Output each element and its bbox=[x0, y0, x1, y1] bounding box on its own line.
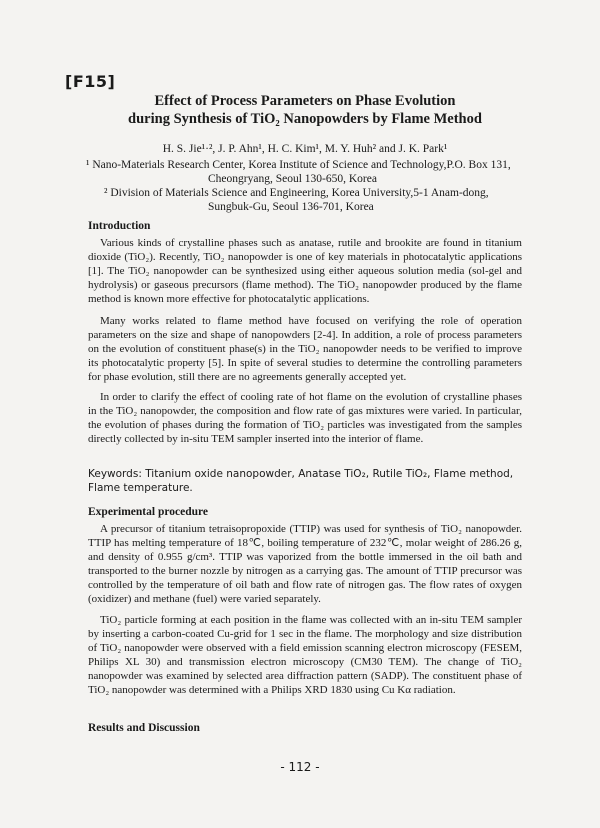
experimental-paragraph-2: TiO₂ particle forming at each position in the flame was collected with an in-situ TEM sampler by inserting a carbon-coated Cu-grid for 1 sec in the flame. The morphology and size distribution of TiO₂ nanopowder were observed with a field emission scanning electron microscopy (FESEM, Philips XL 30) and transmission electron microscopy (CM30 TEM). The change of TiO₂ nanopowder was examined by selected area diffraction pattern (SADP). The constituent phase of TiO₂ nanopowder was determined with a Philips XRD 1830 using Cu Kα radiation. bbox=[88, 614, 522, 696]
affiliation-2-line-1: ² Division of Materials Science and Engineering, Korea University,5-1 Anam-dong, bbox=[104, 187, 489, 199]
page-number: - 112 - bbox=[280, 760, 320, 774]
paper-title bbox=[80, 92, 530, 128]
introduction-paragraph-2: Many works related to flame method have focused on verifying the role of operation parameters on the size and shape of nanopowders [2-4]. In addition, a role of process parameters on the evolution of constituent phase(s) in the TiO₂ nanopowder needs to be verified to improve its photocatalytic property [5]. In spite of several studies to determine the controlling parameters for phase evolution, still there are no agreements generally accepted yet. bbox=[88, 315, 522, 383]
title-line-1: Effect of Process Parameters on Phase Evolution bbox=[154, 93, 456, 109]
introduction-paragraph-1: Various kinds of crystalline phases such as anatase, rutile and brookite are found in titanium dioxide (TiO₂). Recently, TiO₂ nanopowder is one of key materials in photocatalytic applications [1]. The TiO₂ nanopowder can be synthesized using either aqueous solution media (sol-gel and hydrolysis) or gaseous precursors (flame method). The TiO₂ nanopowder produced by the flame method is known more effective for photocatalytic applications. bbox=[88, 237, 522, 305]
affiliation-1-line-2: Cheongryang, Seoul 130-650, Korea bbox=[208, 173, 377, 185]
affiliation-2-line-2: Sungbuk-Gu, Seoul 136-701, Korea bbox=[208, 201, 374, 213]
results-heading: Results and Discussion bbox=[88, 722, 200, 734]
paper-tag: [F15] bbox=[65, 72, 116, 91]
introduction-heading: Introduction bbox=[88, 220, 151, 232]
affiliation-2 bbox=[104, 186, 574, 214]
author-list: H. S. Jie¹·², J. P. Ahn¹, H. C. Kim¹, M. Y. Huh² and J. K. Park¹ bbox=[162, 143, 448, 155]
experimental-paragraph-1: A precursor of titanium tetraisopropoxide (TTIP) was used for synthesis of TiO₂ nanopowder. TTIP has melting temperature of 18℃, boiling temperature of 232℃, molar weight of 286.26 g, and density of 0.955 g/cm³. TTIP was vaporized from the bottle immersed in the oil bath and transported to the burner nozzle by nitrogen as a carrying gas. The amount of TTIP precursor was controlled by the temperature of oil bath and flow rate of nitrogen gas. The flow rates of oxygen (oxidizer) and methane (fuel) were varied separately. bbox=[88, 523, 522, 605]
title-line-2: during Synthesis of TiO₂ Nanopowders by Flame Method bbox=[128, 111, 482, 127]
keywords: Keywords: Titanium oxide nanopowder, Anatase TiO₂, Rutile TiO₂, Flame method, Flame temperature. bbox=[88, 468, 514, 494]
affiliation-1 bbox=[86, 158, 556, 186]
experimental-heading: Experimental procedure bbox=[88, 506, 208, 518]
affiliation-1-line-1: ¹ Nano-Materials Research Center, Korea Institute of Science and Technology,P.O. Box 131, bbox=[86, 159, 511, 171]
introduction-paragraph-3: In order to clarify the effect of cooling rate of hot flame on the evolution of crystalline phases in the TiO₂ nanopowder, the composition and flow rate of gas mixtures were varied. In particular, the evolution of phases during the formation of TiO₂ particles was investigated from the samples directly collected by in-situ TEM sampler inserted into the interior of flame. bbox=[88, 391, 522, 445]
